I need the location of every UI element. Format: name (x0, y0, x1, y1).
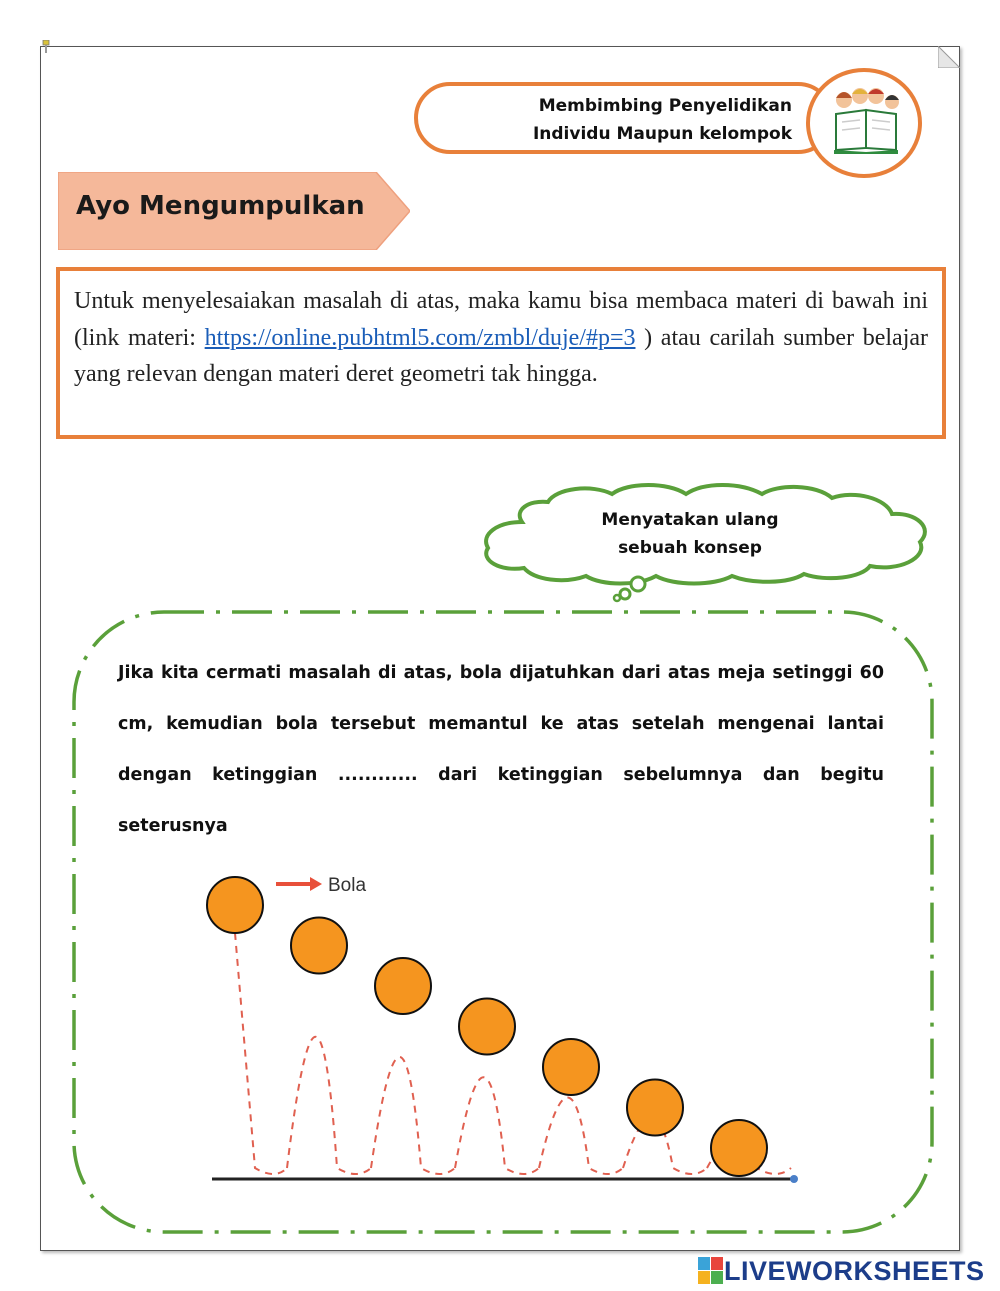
bounce-path (235, 933, 287, 1174)
cloud-line-1: Menyatakan ulang (601, 510, 779, 530)
bounce-path (287, 1037, 371, 1174)
cloud-line-2: sebuah konsep (618, 538, 762, 558)
cloud-caption (560, 506, 820, 562)
kids-reading-book-icon (830, 86, 902, 156)
materi-link[interactable]: https://online.pubhtml5.com/zmbl/duje/#p=3 (204, 324, 636, 351)
instruction-text-start: Untuk menyelesaiakan masalah di atas, maka kamu bisa membaca materi di bawah ini (link materi: (74, 288, 928, 351)
liveworksheets-logo (698, 1256, 985, 1286)
bounce-path (539, 1098, 623, 1175)
ball-label: Bola (328, 875, 367, 896)
pin-icon (42, 40, 50, 54)
ball (291, 918, 347, 974)
instruction-text-end: ) atau carilah sumber belajar yang relevan dengan materi deret geometri tak hingga. (74, 324, 929, 387)
ball (207, 877, 263, 933)
ball (627, 1080, 683, 1136)
ball (543, 1039, 599, 1095)
ball (375, 958, 431, 1014)
bouncing-ball-diagram (200, 864, 810, 1194)
label-arrow-head (310, 877, 322, 891)
instruction-box (56, 267, 946, 439)
liveworksheets-wordmark: LIVEWORKSHEETS (724, 1255, 985, 1286)
ball (711, 1120, 767, 1176)
ball (459, 999, 515, 1055)
section-title: Ayo Mengumpulkan (76, 191, 365, 221)
floor-end-dot (790, 1175, 798, 1183)
bounce-path (455, 1077, 539, 1174)
bounce-path (371, 1057, 455, 1174)
liveworksheets-badge-icon (698, 1257, 724, 1285)
header-title (430, 92, 792, 148)
problem-text: Jika kita cermati masalah di atas, bola dijatuhkan dari atas meja setinggi 60 cm, kemudian bola tersebut memantul ke atas setelah mengenai lantai dengan ketinggian ............ dari ketinggian sebelumnya dan begitu seterusnya (118, 663, 884, 836)
header-line-1: Membimbing Penyelidikan (538, 96, 792, 116)
header-line-2: Individu Maupun kelompok (532, 124, 792, 144)
page-fold-icon (938, 46, 960, 68)
